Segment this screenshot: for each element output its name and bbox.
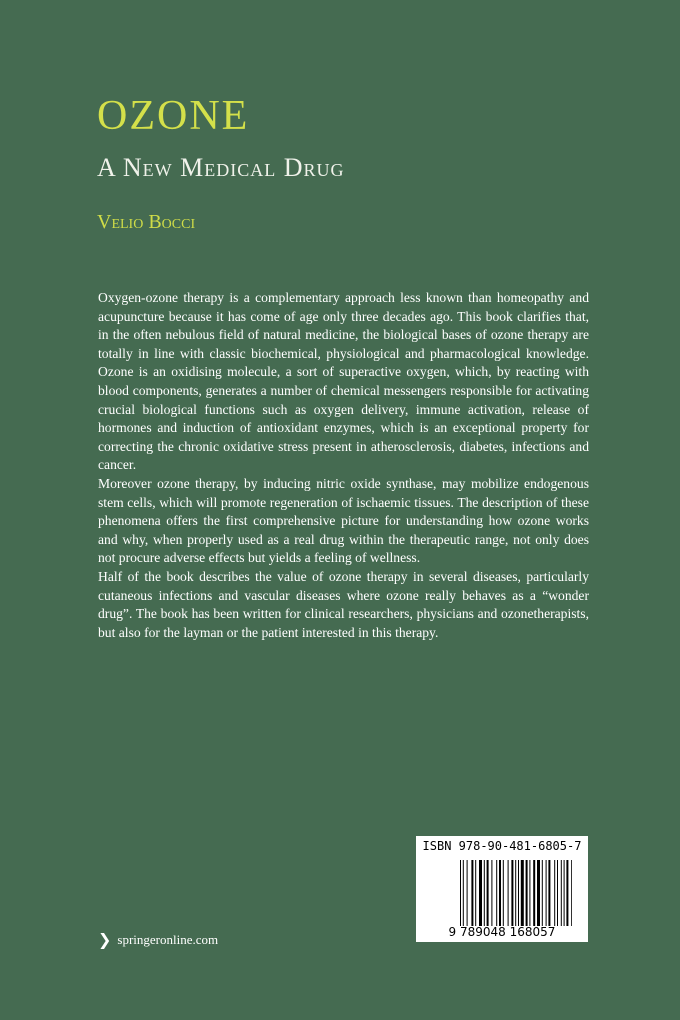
barcode-bar — [515, 860, 516, 926]
publisher-link[interactable] — [98, 930, 218, 949]
barcode-bar — [487, 860, 489, 926]
barcode-bar — [521, 860, 524, 926]
barcode-bar — [496, 860, 497, 926]
isbn-barcode — [416, 836, 588, 942]
barcode-bar — [475, 860, 476, 926]
barcode-bar — [467, 860, 468, 926]
barcode-bar — [518, 860, 519, 926]
barcode-bars — [460, 860, 572, 926]
book-title: OZONE — [97, 93, 250, 139]
barcode-bar — [508, 860, 509, 926]
barcode-bar — [542, 860, 543, 926]
barcode-bar — [571, 860, 572, 926]
barcode-bar — [491, 860, 492, 926]
barcode-bar — [554, 860, 555, 926]
ean-number: 9 789048 168057 — [448, 925, 556, 939]
chevron-right-icon: ❯ — [98, 930, 112, 949]
blurb — [98, 289, 589, 642]
barcode-bar — [526, 860, 528, 926]
barcode-bar — [479, 860, 482, 926]
barcode-bar — [557, 860, 558, 926]
blurb-paragraph: Oxygen-ozone therapy is a complementary approach less known than homeopathy and acupuncture because it has come of age only three decades ago. This book clarifies that, in the often nebulous field of natural medicine, the biological bases of ozone therapy are totally in line with classic biochemical, physiological and pharmacological knowledge. Ozone is an oxidising molecule, a sort of superactive oxygen, which, by reacting with blood components, generates a number of chemical messengers responsible for activating crucial biological functions such as oxygen delivery, immune activation, release of hormones and induction of antioxidant enzymes, which is an exceptional property for correcting the chronic oxidative stress present in atherosclerosis, diabetes, infections and cancer. — [98, 290, 589, 473]
barcode-bar — [503, 860, 504, 926]
barcode-bar — [561, 860, 562, 926]
barcode-bar — [537, 860, 540, 926]
blurb-paragraph: Moreover ozone therapy, by inducing nitric oxide synthase, may mobilize endogenous stem cells, which will promote regeneration of ischaemic tissues. The description of these phenomena offers the first comprehensive picture for understanding how ozone works and why, when properly used as a real drug within the therapeutic range, not only does not procure adverse effects but yields a feeling of wellness. — [98, 475, 589, 566]
barcode-bar — [463, 860, 464, 926]
barcode-bar — [564, 860, 565, 926]
barcode-bar — [548, 860, 550, 926]
blurb-paragraph: Half of the book describes the value of ozone therapy in several diseases, particularly cutaneous infections and vascular diseases where ozone really behaves as a “wonder drug”. The book has been written for clinical researchers, physicians and ozonetherapists, but also for the layman or the patient interested in this therapy. — [98, 568, 589, 640]
barcode-bar — [566, 860, 568, 926]
barcode-bar — [529, 860, 530, 926]
barcode-bar — [511, 860, 513, 926]
book-subtitle: A New Medical Drug — [97, 153, 345, 182]
barcode-bar — [471, 860, 473, 926]
barcode-bar — [499, 860, 501, 926]
barcode-bar — [533, 860, 535, 926]
barcode-bar — [546, 860, 547, 926]
book-author: Velio Bocci — [97, 211, 196, 233]
isbn-label: ISBN 978-90-481-6805-7 — [422, 839, 582, 853]
barcode-bar — [460, 860, 461, 926]
publisher-url: springeronline.com — [117, 931, 219, 947]
barcode-bar — [484, 860, 485, 926]
